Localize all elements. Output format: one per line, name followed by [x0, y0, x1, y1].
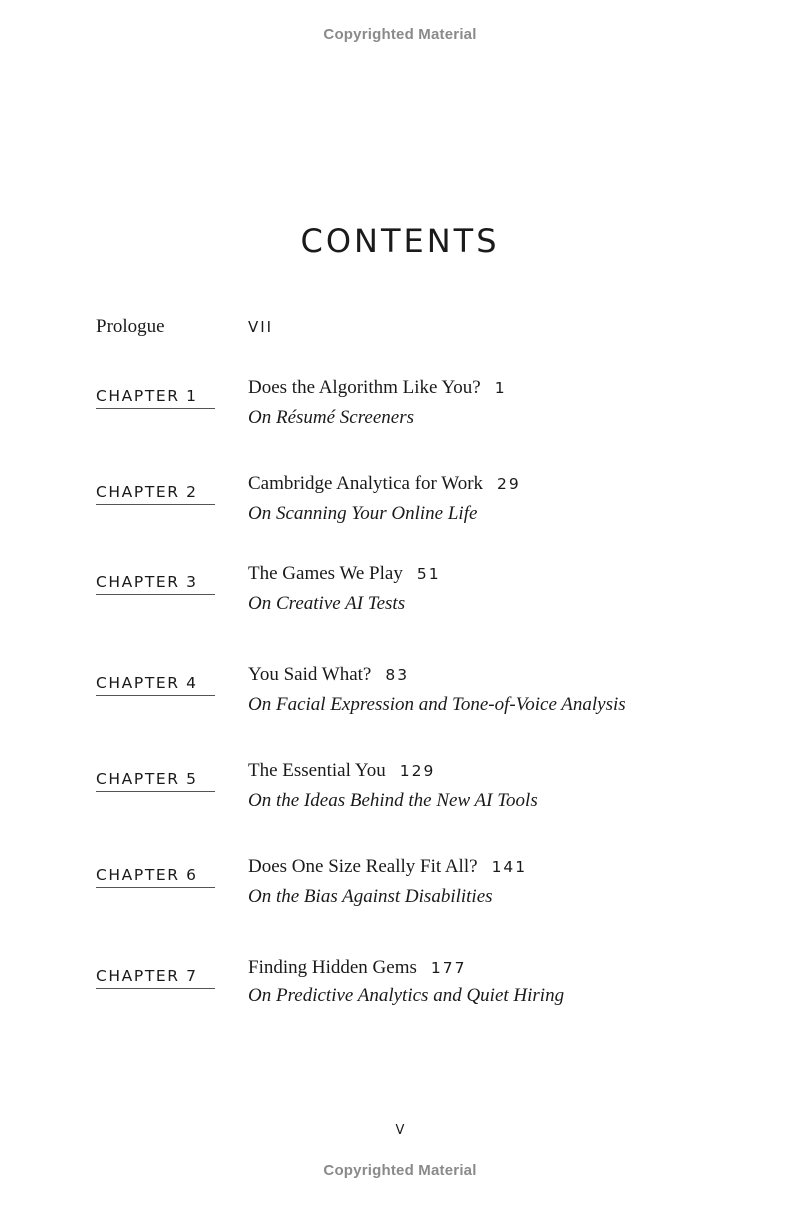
chapter-subtitle: On Facial Expression and Tone-of-Voice Analysis [248, 694, 626, 715]
chapter-label: CHAPTER 1 [96, 387, 215, 409]
copyright-watermark-bottom: Copyrighted Material [323, 1162, 477, 1179]
copyright-watermark-top: Copyrighted Material [323, 26, 477, 43]
chapter-subtitle: On the Bias Against Disabilities [248, 886, 493, 907]
chapter-label: CHAPTER 2 [96, 483, 215, 505]
chapter-label: CHAPTER 5 [96, 770, 215, 792]
chapter-title: Does One Size Really Fit All? [248, 856, 478, 877]
chapter-page-number: 51 [416, 565, 441, 583]
chapter-page-number: 129 [399, 762, 436, 780]
chapter-page-number: 1 [494, 379, 507, 397]
chapter-title: Finding Hidden Gems [248, 957, 417, 978]
chapter-page-number: 29 [497, 475, 521, 493]
chapter-page-number: 177 [430, 959, 467, 977]
chapter-subtitle: On Résumé Screeners [248, 407, 415, 428]
chapter-title: Does the Algorithm Like You? [248, 377, 481, 398]
chapter-label: CHAPTER 7 [96, 967, 215, 989]
chapter-subtitle: On the Ideas Behind the New AI Tools [248, 790, 538, 811]
chapter-label: CHAPTER 4 [96, 674, 215, 696]
chapter-label: CHAPTER 6 [96, 866, 215, 888]
chapter-title: The Games We Play [248, 563, 403, 584]
page-folio: V [395, 1123, 405, 1138]
page-title: CONTENTS [300, 222, 500, 260]
prologue-page-number: VII [248, 318, 274, 336]
chapter-subtitle: On Scanning Your Online Life [248, 503, 478, 524]
chapter-title: Cambridge Analytica for Work [248, 473, 484, 494]
chapter-subtitle: On Predictive Analytics and Quiet Hiring [248, 985, 565, 1006]
chapter-title: You Said What? [248, 664, 372, 685]
chapter-title: The Essential You [248, 760, 386, 781]
chapter-page-number: 141 [491, 858, 528, 876]
prologue-label: Prologue [96, 316, 165, 337]
chapter-label: CHAPTER 3 [96, 573, 215, 595]
chapter-subtitle: On Creative AI Tests [248, 593, 406, 614]
chapter-page-number: 83 [385, 666, 410, 684]
